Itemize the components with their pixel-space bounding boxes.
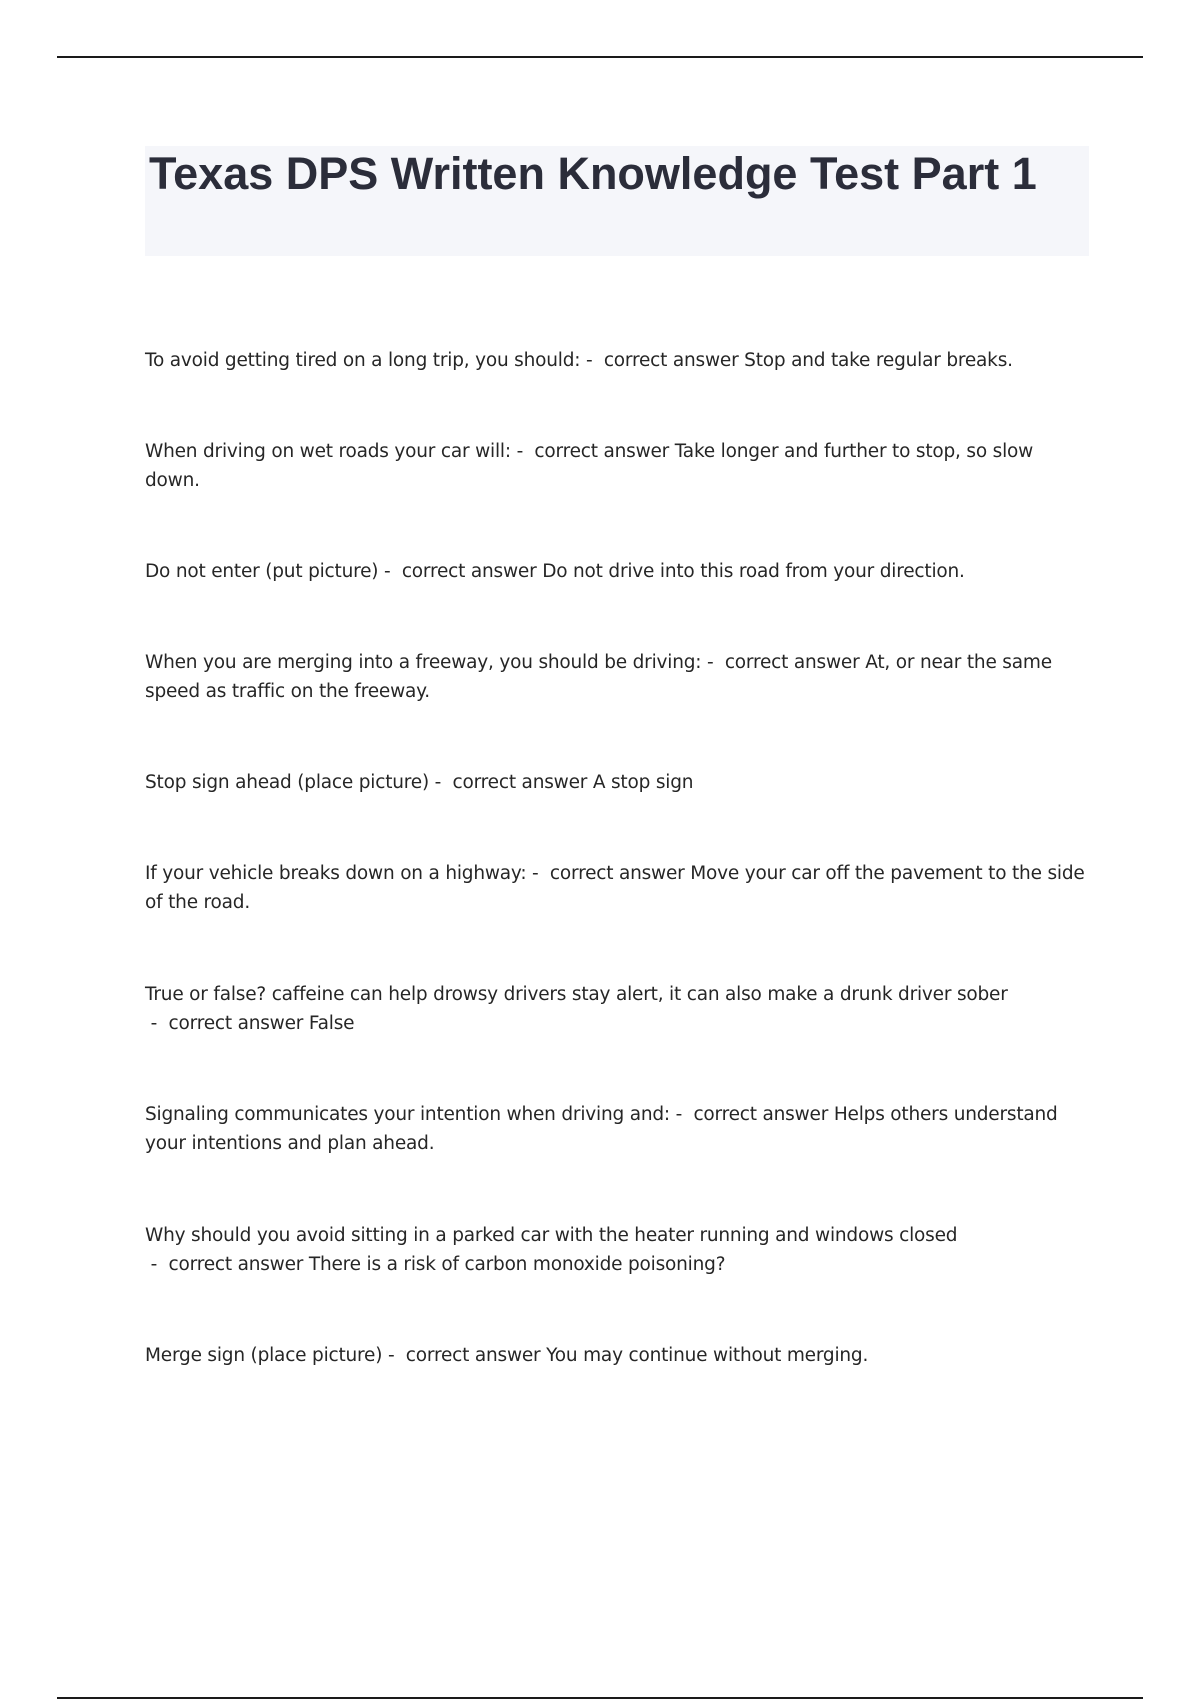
answer-marker: - correct answer — [378, 561, 543, 582]
answer-text: There is a risk of carbon monoxide poisoning? — [308, 1254, 726, 1275]
answer-text: Do not drive into this road from your direction. — [542, 561, 965, 582]
question-text: Stop sign ahead (place picture) — [145, 772, 429, 793]
answer-marker: - correct answer — [580, 350, 745, 371]
answer-marker: - correct answer — [382, 1345, 547, 1366]
question-text: Signaling communicates your intention when driving and: — [145, 1104, 670, 1125]
qa-item — [145, 437, 1085, 495]
qa-item — [145, 768, 1085, 797]
answer-marker: - correct answer — [526, 863, 691, 884]
qa-item — [145, 1221, 1085, 1279]
answer-text: A stop sign — [592, 772, 694, 793]
qa-item — [145, 346, 1085, 375]
qa-item — [145, 648, 1085, 706]
answer-marker: - correct answer — [669, 1104, 834, 1125]
bottom-divider — [57, 1697, 1143, 1699]
answer-text: Move your car off the pavement to the side of the road. — [145, 863, 1085, 913]
document-title: Texas DPS Written Knowledge Test Part 1 — [149, 148, 1037, 199]
question-text: When driving on wet roads your car will: — [145, 441, 511, 462]
answer-marker: - correct answer — [701, 652, 866, 673]
question-text: If your vehicle breaks down on a highway: — [145, 863, 527, 884]
answer-marker: - correct answer — [510, 441, 675, 462]
answer-marker: - correct answer — [428, 772, 593, 793]
question-text: When you are merging into a freeway, you should be driving: — [145, 652, 702, 673]
qa-item — [145, 1100, 1085, 1158]
qa-item — [145, 1341, 1085, 1370]
answer-text: Stop and take regular breaks. — [744, 350, 1013, 371]
qa-item — [145, 859, 1085, 917]
answer-text: False — [308, 1013, 355, 1034]
answer-marker: - correct answer — [145, 1013, 309, 1034]
answer-marker: - correct answer — [145, 1254, 309, 1275]
answer-text: Take longer and further to stop, so slow down. — [145, 441, 1034, 491]
top-divider — [57, 56, 1143, 58]
question-text: Do not enter (put picture) — [145, 561, 379, 582]
answer-text: Helps others understand your intentions and plan ahead. — [145, 1104, 1058, 1154]
answer-text: At, or near the same speed as traffic on the freeway. — [145, 652, 1052, 702]
question-text: Merge sign (place picture) — [145, 1345, 383, 1366]
qa-item — [145, 557, 1085, 586]
question-text: Why should you avoid sitting in a parked car with the heater running and windows closed — [145, 1225, 958, 1246]
answer-text: You may continue without merging. — [546, 1345, 869, 1366]
title-block — [145, 146, 1089, 256]
question-text: To avoid getting tired on a long trip, you should: — [145, 350, 581, 371]
qa-item — [145, 980, 1085, 1038]
question-text: True or false? caffeine can help drowsy drivers stay alert, it can also make a drunk driver sober — [145, 984, 1008, 1005]
